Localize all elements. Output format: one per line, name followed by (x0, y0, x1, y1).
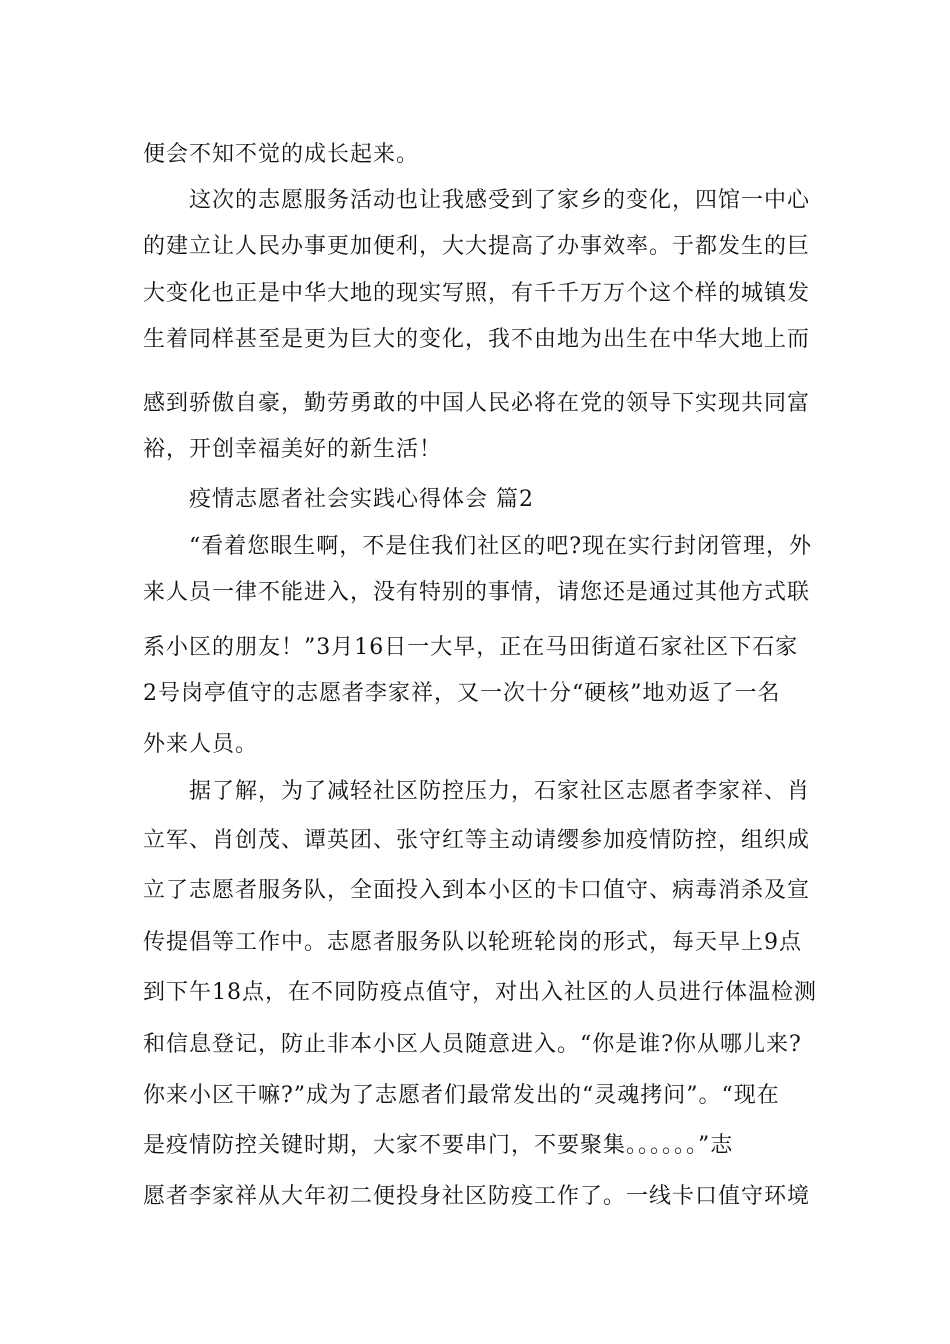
text-line: 外来人员。 (143, 732, 259, 757)
text-line: 立了志愿者服务队，全面投入到本小区的卡口值守、病毒消杀及宣 (143, 878, 811, 903)
text-line: 你来小区干嘛?”成为了志愿者们最常发出的“灵魂拷问”。“现在 (143, 1083, 780, 1108)
text-line: 感到骄傲自豪，勤劳勇敢的中国人民必将在党的领导下实现共同富 (143, 391, 811, 416)
text-line: 的建立让人民办事更加便利，大大提高了办事效率。于都发生的巨 (143, 234, 811, 259)
text-line: 2号岗亭值守的志愿者李家祥，又一次十分“硬核”地劝返了一名 (143, 681, 781, 706)
text-line: 传提倡等工作中。志愿者服务队以轮班轮岗的形式，每天早上9点 (143, 930, 802, 955)
text-line: 据了解，为了减轻社区防控压力，石家社区志愿者李家祥、肖 (189, 779, 811, 804)
section-heading: 疫情志愿者社会实践心得体会 篇2 (189, 487, 534, 512)
text-line: 大变化也正是中华大地的现实写照，有千千万万个这个样的城镇发 (143, 281, 811, 306)
text-line: 愿者李家祥从大年初二便投身社区防疫工作了。一线卡口值守环境 (143, 1184, 811, 1209)
text-line: 便会不知不觉的成长起来。 (143, 142, 420, 167)
text-line: “看着您眼生啊，不是住我们社区的吧?现在实行封闭管理，外 (189, 534, 813, 559)
text-line: 和信息登记，防止非本小区人员随意进入。“你是谁?你从哪儿来? (143, 1032, 802, 1057)
text-line: 生着同样甚至是更为巨大的变化，我不由地为出生在中华大地上而 (143, 327, 811, 352)
text-line: 到下午18点，在不同防疫点值守，对出入社区的人员进行体温检测 (143, 980, 817, 1005)
text-line: 来人员一律不能进入，没有特别的事情，请您还是通过其他方式联 (143, 580, 811, 605)
text-line: 系小区的朋友！”3月16日一大早，正在马田街道石家社区下石家 (143, 635, 799, 660)
text-line: 这次的志愿服务活动也让我感受到了家乡的变化，四馆一中心 (189, 188, 811, 213)
text-line: 立军、肖创茂、谭英团、张守红等主动请缨参加疫情防控，组织成 (143, 828, 811, 853)
text-line: 裕，开创幸福美好的新生活！ (143, 437, 443, 462)
text-line: 是疫情防控关键时期，大家不要串门，不要聚集。。。。。。”志 (143, 1133, 734, 1158)
